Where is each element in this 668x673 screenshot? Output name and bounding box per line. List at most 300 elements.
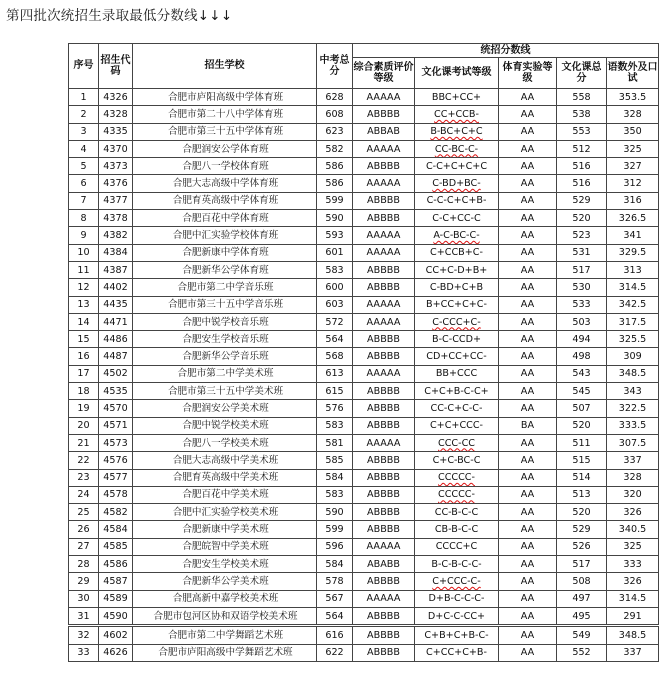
row-tyss: AA xyxy=(499,504,557,521)
row-tyss: AA xyxy=(499,538,557,555)
row-school: 合肥百花中学美术班 xyxy=(133,486,317,503)
row-school: 合肥中锐学校音乐班 xyxy=(133,313,317,330)
row-seq: 25 xyxy=(69,504,99,521)
row-school: 合肥市第二十八中学体育班 xyxy=(133,106,317,123)
row-whkzf: 552 xyxy=(557,644,607,661)
row-yw: 316 xyxy=(607,192,659,209)
table-row xyxy=(69,261,659,278)
row-code: 4435 xyxy=(99,296,133,313)
row-code: 4535 xyxy=(99,383,133,400)
table-row xyxy=(69,123,659,140)
row-school: 合肥润安公学体育班 xyxy=(133,140,317,157)
row-school: 合肥市第二中学美术班 xyxy=(133,365,317,382)
row-whk: B-C-CCD+ xyxy=(415,331,499,348)
row-school: 合肥皖智中学美术班 xyxy=(133,538,317,555)
table-row xyxy=(69,210,659,227)
row-total: 623 xyxy=(317,123,353,140)
row-yw: 326 xyxy=(607,573,659,590)
row-zhsz: AAAAA xyxy=(353,365,415,382)
row-tyss: AA xyxy=(499,434,557,451)
row-total: 590 xyxy=(317,504,353,521)
row-code: 4387 xyxy=(99,261,133,278)
row-seq: 21 xyxy=(69,434,99,451)
table-row xyxy=(69,400,659,417)
row-tyss: AA xyxy=(499,279,557,296)
col-header-total: 中考总分 xyxy=(317,44,353,89)
col-header-seq: 序号 xyxy=(69,44,99,89)
row-whkzf: 533 xyxy=(557,296,607,313)
row-zhsz: AAAAA xyxy=(353,434,415,451)
row-zhsz: ABBBB xyxy=(353,106,415,123)
row-total: 567 xyxy=(317,590,353,607)
row-seq: 18 xyxy=(69,383,99,400)
row-tyss: AA xyxy=(499,365,557,382)
grade-text: CCCCC- xyxy=(438,472,475,484)
row-code: 4578 xyxy=(99,486,133,503)
row-total: 590 xyxy=(317,210,353,227)
row-tyss: BA xyxy=(499,417,557,434)
row-zhsz: ABBBB xyxy=(353,331,415,348)
table-row xyxy=(69,607,659,625)
col-header-school: 招生学校 xyxy=(133,44,317,89)
row-yw: 333.5 xyxy=(607,417,659,434)
row-tyss: AA xyxy=(499,227,557,244)
row-school: 合肥新华公学体育班 xyxy=(133,261,317,278)
row-zhsz: ABBAB xyxy=(353,123,415,140)
row-whkzf: 513 xyxy=(557,486,607,503)
row-whk: B+CC+C+C- xyxy=(415,296,499,313)
row-whkzf: 558 xyxy=(557,89,607,106)
row-tyss: AA xyxy=(499,313,557,330)
row-whk: C-BD+C+B xyxy=(415,279,499,296)
row-whk: C+C+CCC- xyxy=(415,417,499,434)
row-whk xyxy=(415,123,499,140)
row-school: 合肥新康中学体育班 xyxy=(133,244,317,261)
row-total: 596 xyxy=(317,538,353,555)
row-whkzf: 520 xyxy=(557,417,607,434)
row-seq: 20 xyxy=(69,417,99,434)
row-whkzf: 507 xyxy=(557,400,607,417)
row-school: 合肥高新中嘉学校美术班 xyxy=(133,590,317,607)
row-zhsz: ABBBB xyxy=(353,383,415,400)
row-total: 608 xyxy=(317,106,353,123)
row-code: 4471 xyxy=(99,313,133,330)
row-whk xyxy=(415,573,499,590)
row-total: 572 xyxy=(317,313,353,330)
row-tyss: AA xyxy=(499,123,557,140)
row-tyss: AA xyxy=(499,175,557,192)
row-school: 合肥润安公学美术班 xyxy=(133,400,317,417)
grade-text: C-BD+BC- xyxy=(432,178,481,190)
row-code: 4384 xyxy=(99,244,133,261)
row-seq: 17 xyxy=(69,365,99,382)
row-code: 4402 xyxy=(99,279,133,296)
table-row xyxy=(69,279,659,296)
row-total: 578 xyxy=(317,573,353,590)
row-tyss: AA xyxy=(499,331,557,348)
row-yw: 291 xyxy=(607,607,659,625)
row-seq: 6 xyxy=(69,175,99,192)
row-school: 合肥育英高级中学体育班 xyxy=(133,192,317,209)
table-row xyxy=(69,89,659,106)
col-header-whkzf: 文化课总分 xyxy=(557,58,607,89)
col-header-code: 招生代码 xyxy=(99,44,133,89)
row-whk: CC-B-C-C xyxy=(415,504,499,521)
row-whkzf: 514 xyxy=(557,469,607,486)
row-code: 4377 xyxy=(99,192,133,209)
row-yw: 341 xyxy=(607,227,659,244)
col-header-whk: 文化课考试等级 xyxy=(415,58,499,89)
row-zhsz: ABBBB xyxy=(353,644,415,661)
row-yw: 327 xyxy=(607,158,659,175)
row-total: 622 xyxy=(317,644,353,661)
row-zhsz: ABBBB xyxy=(353,348,415,365)
row-total: 616 xyxy=(317,626,353,644)
row-yw: 322.5 xyxy=(607,400,659,417)
table-row xyxy=(69,331,659,348)
row-whk: CD+CC+CC- xyxy=(415,348,499,365)
row-zhsz: ABBBB xyxy=(353,400,415,417)
row-whk: CC-C+C-C- xyxy=(415,400,499,417)
row-total: 615 xyxy=(317,383,353,400)
row-school: 合肥安生学校美术班 xyxy=(133,556,317,573)
col-header-yw: 语数外及口试 xyxy=(607,58,659,89)
row-tyss: AA xyxy=(499,400,557,417)
row-code: 4586 xyxy=(99,556,133,573)
row-code: 4571 xyxy=(99,417,133,434)
row-code: 4486 xyxy=(99,331,133,348)
row-total: 613 xyxy=(317,365,353,382)
row-whkzf: 511 xyxy=(557,434,607,451)
row-total: 599 xyxy=(317,521,353,538)
row-whk xyxy=(415,106,499,123)
row-school: 合肥中汇实验学校体育班 xyxy=(133,227,317,244)
row-total: 583 xyxy=(317,486,353,503)
table-row xyxy=(69,192,659,209)
table-row xyxy=(69,626,659,644)
row-whkzf: 529 xyxy=(557,521,607,538)
row-code: 4328 xyxy=(99,106,133,123)
row-yw: 329.5 xyxy=(607,244,659,261)
row-code: 4378 xyxy=(99,210,133,227)
grade-text: C-CCC+C- xyxy=(432,316,481,328)
row-whk: CB-B-C-C xyxy=(415,521,499,538)
row-seq: 24 xyxy=(69,486,99,503)
row-yw: 320 xyxy=(607,486,659,503)
row-total: 584 xyxy=(317,556,353,573)
row-whkzf: 545 xyxy=(557,383,607,400)
row-zhsz: ABBBB xyxy=(353,521,415,538)
table-row xyxy=(69,244,659,261)
row-seq: 14 xyxy=(69,313,99,330)
row-whkzf: 520 xyxy=(557,504,607,521)
row-total: 586 xyxy=(317,175,353,192)
row-whk xyxy=(415,140,499,157)
row-whkzf: 543 xyxy=(557,365,607,382)
table-row xyxy=(69,383,659,400)
col-header-zhsz: 综合素质评价等级 xyxy=(353,58,415,89)
row-code: 4573 xyxy=(99,434,133,451)
row-tyss: AA xyxy=(499,244,557,261)
row-zhsz: ABBBB xyxy=(353,452,415,469)
row-total: 599 xyxy=(317,192,353,209)
row-whk: C+C-BC-C xyxy=(415,452,499,469)
row-school: 合肥八一学校美术班 xyxy=(133,434,317,451)
row-yw: 342.5 xyxy=(607,296,659,313)
row-whk: BB+CCC xyxy=(415,365,499,382)
row-tyss: AA xyxy=(499,383,557,400)
row-zhsz: AAAAA xyxy=(353,313,415,330)
row-seq: 15 xyxy=(69,331,99,348)
row-school: 合肥大志高级中学美术班 xyxy=(133,452,317,469)
row-seq: 30 xyxy=(69,590,99,607)
row-code: 4376 xyxy=(99,175,133,192)
row-yw: 337 xyxy=(607,644,659,661)
row-school: 合肥新华公学美术班 xyxy=(133,573,317,590)
row-whk xyxy=(415,486,499,503)
row-seq: 7 xyxy=(69,192,99,209)
row-total: 564 xyxy=(317,331,353,348)
row-whk: CC+C-D+B+ xyxy=(415,261,499,278)
grade-text: B-BC+C+C xyxy=(430,126,483,138)
row-whk xyxy=(415,175,499,192)
row-whk: C+CCB+C- xyxy=(415,244,499,261)
row-school: 合肥市第三十五中学音乐班 xyxy=(133,296,317,313)
row-total: 586 xyxy=(317,158,353,175)
row-total: 583 xyxy=(317,261,353,278)
row-school: 合肥中汇实验学校美术班 xyxy=(133,504,317,521)
row-zhsz: AAAAA xyxy=(353,227,415,244)
row-tyss: AA xyxy=(499,486,557,503)
grade-text: C+CCC-C- xyxy=(432,575,481,587)
row-zhsz: AAAAA xyxy=(353,244,415,261)
row-whkzf: 520 xyxy=(557,210,607,227)
row-whkzf: 516 xyxy=(557,175,607,192)
row-zhsz: ABBBB xyxy=(353,469,415,486)
row-seq: 4 xyxy=(69,140,99,157)
row-whk: C-C+CC-C xyxy=(415,210,499,227)
row-school: 合肥育英高级中学美术班 xyxy=(133,469,317,486)
row-zhsz: ABBBB xyxy=(353,486,415,503)
row-whkzf: 515 xyxy=(557,452,607,469)
row-tyss: AA xyxy=(499,573,557,590)
row-tyss: AA xyxy=(499,140,557,157)
row-school: 合肥市第二中学音乐班 xyxy=(133,279,317,296)
row-school: 合肥市包河区协和双语学校美术班 xyxy=(133,607,317,625)
row-zhsz: AAAAA xyxy=(353,175,415,192)
row-seq: 10 xyxy=(69,244,99,261)
row-total: 564 xyxy=(317,607,353,625)
row-tyss: AA xyxy=(499,348,557,365)
row-whkzf: 553 xyxy=(557,123,607,140)
row-whk: CCCC+C xyxy=(415,538,499,555)
grade-text: CCCCC- xyxy=(438,489,475,501)
row-zhsz: AAAAA xyxy=(353,538,415,555)
row-whk xyxy=(415,469,499,486)
row-whk: C+B+C+B-C- xyxy=(415,626,499,644)
col-header-tyss: 体育实验等级 xyxy=(499,58,557,89)
row-seq: 3 xyxy=(69,123,99,140)
row-whkzf: 512 xyxy=(557,140,607,157)
row-tyss: AA xyxy=(499,192,557,209)
score-table-wrapper xyxy=(68,43,658,662)
row-whkzf: 503 xyxy=(557,313,607,330)
row-total: 585 xyxy=(317,452,353,469)
row-yw: 343 xyxy=(607,383,659,400)
row-code: 4584 xyxy=(99,521,133,538)
row-school: 合肥百花中学体育班 xyxy=(133,210,317,227)
row-whkzf: 495 xyxy=(557,607,607,625)
row-zhsz: ABBBB xyxy=(353,417,415,434)
row-school: 合肥市庐阳高级中学舞蹈艺术班 xyxy=(133,644,317,661)
table-row xyxy=(69,452,659,469)
row-seq: 31 xyxy=(69,607,99,625)
row-whkzf: 517 xyxy=(557,556,607,573)
row-code: 4590 xyxy=(99,607,133,625)
row-seq: 5 xyxy=(69,158,99,175)
row-code: 4602 xyxy=(99,626,133,644)
row-code: 4335 xyxy=(99,123,133,140)
row-yw: 325.5 xyxy=(607,331,659,348)
row-school: 合肥八一学校体育班 xyxy=(133,158,317,175)
row-tyss: AA xyxy=(499,644,557,661)
row-seq: 9 xyxy=(69,227,99,244)
row-whkzf: 549 xyxy=(557,626,607,644)
row-code: 4373 xyxy=(99,158,133,175)
row-code: 4502 xyxy=(99,365,133,382)
row-seq: 26 xyxy=(69,521,99,538)
row-zhsz: AAAAA xyxy=(353,296,415,313)
row-seq: 2 xyxy=(69,106,99,123)
row-total: 603 xyxy=(317,296,353,313)
row-total: 628 xyxy=(317,89,353,106)
row-yw: 350 xyxy=(607,123,659,140)
row-school: 合肥新华公学音乐班 xyxy=(133,348,317,365)
row-zhsz: ABBBB xyxy=(353,279,415,296)
row-whkzf: 498 xyxy=(557,348,607,365)
row-code: 4626 xyxy=(99,644,133,661)
row-yw: 340.5 xyxy=(607,521,659,538)
row-whk xyxy=(415,313,499,330)
row-total: 601 xyxy=(317,244,353,261)
table-row xyxy=(69,296,659,313)
row-tyss: AA xyxy=(499,626,557,644)
table-row xyxy=(69,504,659,521)
row-whkzf: 494 xyxy=(557,331,607,348)
row-seq: 11 xyxy=(69,261,99,278)
table-row xyxy=(69,348,659,365)
row-whk: D+C-C-CC+ xyxy=(415,607,499,625)
row-seq: 23 xyxy=(69,469,99,486)
row-yw: 333 xyxy=(607,556,659,573)
grade-text: CCC-CC xyxy=(438,437,475,449)
score-table xyxy=(68,43,659,662)
row-whkzf: 526 xyxy=(557,538,607,555)
row-seq: 13 xyxy=(69,296,99,313)
row-yw: 348.5 xyxy=(607,365,659,382)
row-school: 合肥市第三十五中学美术班 xyxy=(133,383,317,400)
row-yw: 325 xyxy=(607,538,659,555)
row-tyss: AA xyxy=(499,469,557,486)
row-seq: 1 xyxy=(69,89,99,106)
row-seq: 8 xyxy=(69,210,99,227)
row-yw: 309 xyxy=(607,348,659,365)
row-tyss: AA xyxy=(499,296,557,313)
row-whk: C+CC+C+B- xyxy=(415,644,499,661)
row-zhsz: ABBBB xyxy=(353,626,415,644)
row-school: 合肥市第三十五中学体育班 xyxy=(133,123,317,140)
row-zhsz: ABBBB xyxy=(353,607,415,625)
row-whkzf: 497 xyxy=(557,590,607,607)
table-row xyxy=(69,538,659,555)
row-tyss: AA xyxy=(499,106,557,123)
row-zhsz: ABBBB xyxy=(353,573,415,590)
row-seq: 16 xyxy=(69,348,99,365)
table-row xyxy=(69,158,659,175)
row-tyss: AA xyxy=(499,556,557,573)
row-total: 568 xyxy=(317,348,353,365)
row-yw: 326 xyxy=(607,504,659,521)
row-whk xyxy=(415,434,499,451)
row-whk: BBC+CC+ xyxy=(415,89,499,106)
row-yw: 328 xyxy=(607,106,659,123)
row-whk: B-C-B-C-C- xyxy=(415,556,499,573)
row-tyss: AA xyxy=(499,452,557,469)
row-school: 合肥市庐阳高级中学体育班 xyxy=(133,89,317,106)
row-zhsz: ABBBB xyxy=(353,158,415,175)
row-seq: 12 xyxy=(69,279,99,296)
row-whkzf: 508 xyxy=(557,573,607,590)
row-tyss: AA xyxy=(499,521,557,538)
row-yw: 317.5 xyxy=(607,313,659,330)
row-tyss: AA xyxy=(499,89,557,106)
row-code: 4582 xyxy=(99,504,133,521)
table-row xyxy=(69,521,659,538)
row-total: 584 xyxy=(317,469,353,486)
row-total: 600 xyxy=(317,279,353,296)
row-zhsz: AAAAA xyxy=(353,140,415,157)
row-whk: C+C+B-C-C+ xyxy=(415,383,499,400)
row-whkzf: 530 xyxy=(557,279,607,296)
row-code: 4577 xyxy=(99,469,133,486)
row-whkzf: 529 xyxy=(557,192,607,209)
row-whk: C-C+C+C+C xyxy=(415,158,499,175)
row-code: 4585 xyxy=(99,538,133,555)
row-whkzf: 531 xyxy=(557,244,607,261)
row-whk xyxy=(415,227,499,244)
row-tyss: AA xyxy=(499,158,557,175)
row-whkzf: 523 xyxy=(557,227,607,244)
row-yw: 337 xyxy=(607,452,659,469)
table-row xyxy=(69,590,659,607)
row-code: 4570 xyxy=(99,400,133,417)
row-seq: 33 xyxy=(69,644,99,661)
row-yw: 312 xyxy=(607,175,659,192)
row-seq: 28 xyxy=(69,556,99,573)
row-zhsz: ABBBB xyxy=(353,210,415,227)
table-row xyxy=(69,106,659,123)
table-row xyxy=(69,313,659,330)
table-row xyxy=(69,175,659,192)
row-code: 4326 xyxy=(99,89,133,106)
row-school: 合肥中锐学校美术班 xyxy=(133,417,317,434)
row-zhsz: AAAAA xyxy=(353,590,415,607)
table-row xyxy=(69,365,659,382)
table-row xyxy=(69,469,659,486)
row-tyss: AA xyxy=(499,261,557,278)
row-code: 4576 xyxy=(99,452,133,469)
row-yw: 348.5 xyxy=(607,626,659,644)
